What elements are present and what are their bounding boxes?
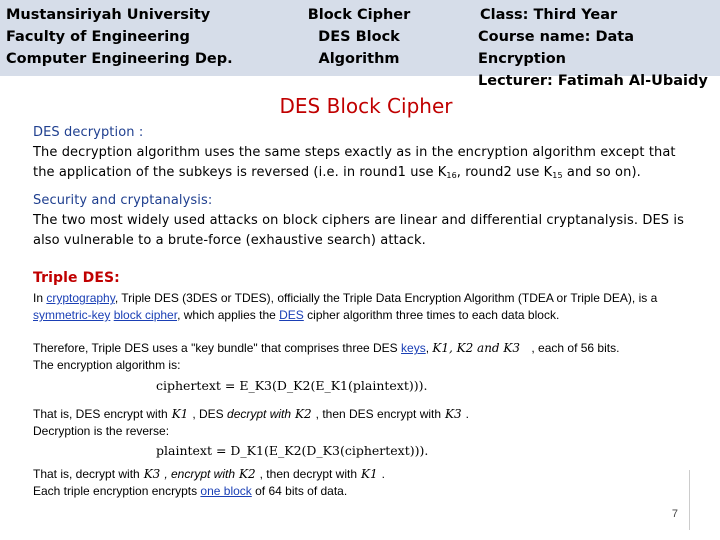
header-topic xyxy=(276,4,442,70)
keys-math: K1, K2 and K3 xyxy=(432,341,521,355)
university-name: Mustansiriyah University xyxy=(6,7,211,23)
link-symmetric-key[interactable]: symmetric-key xyxy=(33,308,111,322)
k3-decrypt-math: K3 xyxy=(143,467,161,481)
lecturer-name: Lecturer: Fatimah Al-Ubaidy xyxy=(478,73,708,89)
topic-line-2: DES Block Algorithm xyxy=(318,29,400,67)
k3-math: K3 xyxy=(445,407,462,421)
topic-line-1: Block Cipher xyxy=(307,7,411,23)
page-divider xyxy=(689,470,690,530)
header-bar xyxy=(0,0,720,89)
decrypt-steps-text: That is, decrypt with K3 , encrypt with K2 , then decrypt with K1 . Each triple encryption encrypts one block of 64 bits of data. xyxy=(33,467,385,498)
link-des[interactable]: DES xyxy=(279,308,304,322)
page-number: 7 xyxy=(671,508,678,520)
link-block-cipher[interactable]: block cipher xyxy=(113,308,178,322)
k2-decrypt-math: K2 xyxy=(239,467,256,481)
security-heading: Security and cryptanalysis: xyxy=(33,193,213,208)
header-course xyxy=(478,4,712,92)
class-label: Class: Third Year xyxy=(480,7,618,23)
link-one-block[interactable]: one block xyxy=(200,484,252,498)
link-cryptography[interactable]: cryptography xyxy=(46,291,115,305)
k1-math: K1 xyxy=(171,407,189,421)
course-name: Course name: Data Encryption xyxy=(478,29,635,67)
decryption-section xyxy=(33,123,693,186)
key-bundle-text: Therefore, Triple DES uses a "key bundle" that comprises three DES keys, K1, K2 and K3 , each of 56 bits. The encryption algorithm is: xyxy=(33,341,620,372)
security-text: The two most widely used attacks on block ciphers are linear and differential cryptanalysis. DES is also vulnerable to a brute-force (exhaustive search) attack. xyxy=(33,213,684,248)
k1-decrypt-math: K1 xyxy=(361,467,378,481)
header-institution xyxy=(6,4,233,70)
triple-des-intro: In cryptography, Triple DES (3DES or TDES), officially the Triple Data Encryption Algorithm (TDEA or Triple DEA), is a symmetric-key block cipher, which applies the DES cipher algorithm three times to each data block. xyxy=(33,291,658,322)
k2-math: K2 xyxy=(295,407,312,421)
department-name: Computer Engineering Dep. xyxy=(6,51,233,67)
encrypt-steps-text: That is, DES encrypt with K1 , DES decrypt with K2 , then DES encrypt with K3 . Decryption is the reverse: xyxy=(33,407,469,438)
triple-des-heading: Triple DES: xyxy=(33,270,120,286)
page-title: DES Block Cipher xyxy=(279,94,453,118)
faculty-name: Faculty of Engineering xyxy=(6,29,190,45)
decryption-text: The decryption algorithm uses the same steps exactly as in the encryption algorithm except that the application of the subkeys is reversed (i.e. in round1 use $K_{16}$, round2 use $K_{15}$ and so on). xyxy=(33,145,676,180)
security-section xyxy=(33,191,693,251)
link-keys[interactable]: keys xyxy=(401,341,426,355)
encryption-formula: ciphertext = E_K3(D_K2(E_K1(plaintext))). xyxy=(156,378,428,393)
decryption-formula: plaintext = D_K1(E_K2(D_K3(ciphertext))). xyxy=(156,443,429,458)
decryption-heading: DES decryption : xyxy=(33,125,144,140)
